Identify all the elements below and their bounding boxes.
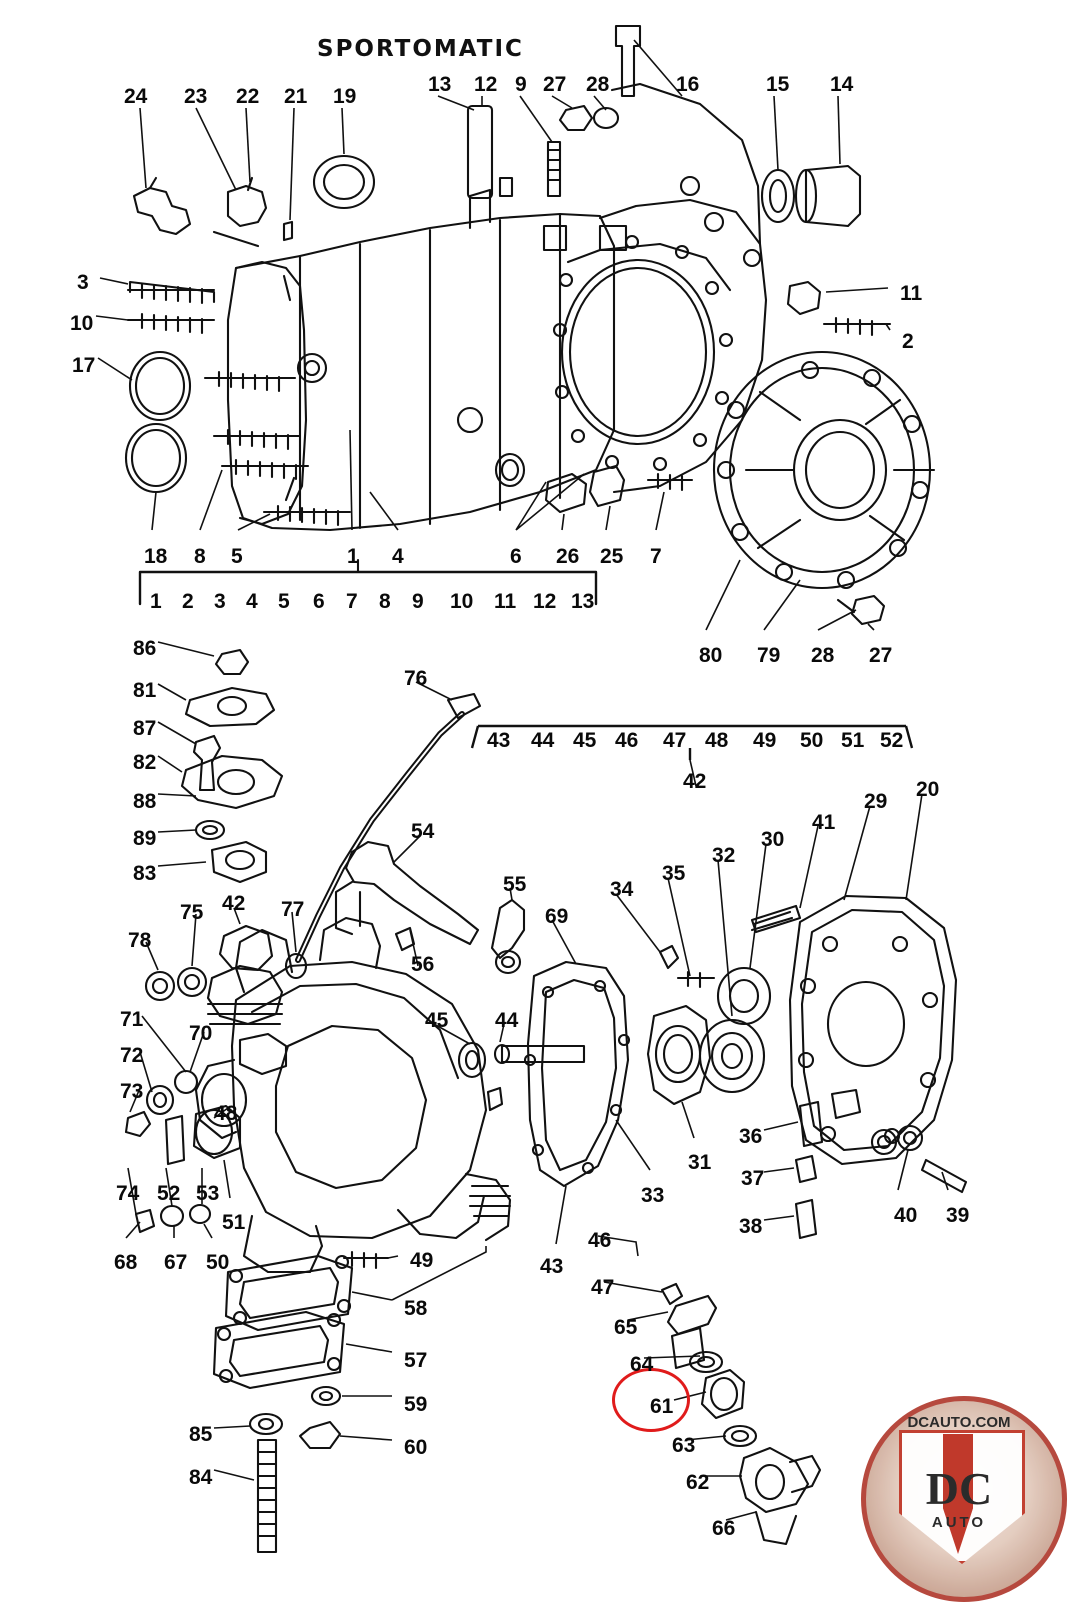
callout-42: 42 xyxy=(683,770,707,793)
callout-16: 16 xyxy=(676,73,700,96)
callout-1: 1 xyxy=(347,545,359,568)
callout-56: 56 xyxy=(411,953,435,976)
callout-40: 40 xyxy=(894,1204,918,1227)
callout-57: 57 xyxy=(404,1349,428,1372)
callout-1: 1 xyxy=(150,590,162,613)
callout-35: 35 xyxy=(662,862,686,885)
callout-36: 36 xyxy=(739,1125,763,1148)
callout-2: 2 xyxy=(182,590,194,613)
callout-89: 89 xyxy=(133,827,157,850)
logo-mark: DC xyxy=(925,1463,993,1514)
callout-30: 30 xyxy=(761,828,785,851)
callout-65: 65 xyxy=(614,1316,638,1339)
callout-27: 27 xyxy=(869,644,893,667)
callout-13: 13 xyxy=(571,590,595,613)
callout-4: 4 xyxy=(246,590,258,613)
callout-70: 70 xyxy=(189,1022,213,1045)
callout-7: 7 xyxy=(346,590,358,613)
callout-81: 81 xyxy=(133,679,157,702)
callout-24: 24 xyxy=(124,85,148,108)
callout-31: 31 xyxy=(688,1151,712,1174)
callout-8: 8 xyxy=(194,545,206,568)
callout-46: 46 xyxy=(615,729,639,752)
callout-17: 17 xyxy=(72,354,96,377)
callout-88: 88 xyxy=(133,790,157,813)
callout-22: 22 xyxy=(236,85,260,108)
callout-4: 4 xyxy=(392,545,404,568)
callout-23: 23 xyxy=(184,85,208,108)
callout-68: 68 xyxy=(114,1251,138,1274)
callout-37: 37 xyxy=(741,1167,765,1190)
callout-54: 54 xyxy=(411,820,435,843)
callout-12: 12 xyxy=(533,590,557,613)
callout-11: 11 xyxy=(494,590,517,613)
callout-85: 85 xyxy=(189,1423,213,1446)
callout-67: 67 xyxy=(164,1251,188,1274)
callout-49: 49 xyxy=(753,729,777,752)
callout-60: 60 xyxy=(404,1436,428,1459)
callout-12: 12 xyxy=(474,73,498,96)
callout-75: 75 xyxy=(180,901,204,924)
callout-51: 51 xyxy=(222,1211,246,1234)
callout-38: 38 xyxy=(739,1215,763,1238)
callout-79: 79 xyxy=(757,644,781,667)
dcauto-watermark-logo xyxy=(861,1396,1057,1592)
callout-42: 42 xyxy=(222,892,246,915)
callout-18: 18 xyxy=(144,545,168,568)
callout-26: 26 xyxy=(556,545,580,568)
callout-44: 44 xyxy=(495,1009,519,1032)
callout-21: 21 xyxy=(284,85,308,108)
callout-59: 59 xyxy=(404,1393,428,1416)
callout-15: 15 xyxy=(766,73,790,96)
callout-43: 43 xyxy=(540,1255,564,1278)
callout-5: 5 xyxy=(278,590,290,613)
callout-48: 48 xyxy=(705,729,729,752)
callout-47: 47 xyxy=(663,729,687,752)
callout-72: 72 xyxy=(120,1044,144,1067)
callout-87: 87 xyxy=(133,717,157,740)
callout-44: 44 xyxy=(531,729,555,752)
callout-10: 10 xyxy=(450,590,474,613)
logo-domain: DCAUTO.COM xyxy=(907,1414,1011,1431)
callout-63: 63 xyxy=(672,1434,696,1457)
callout-32: 32 xyxy=(712,844,736,867)
callout-13: 13 xyxy=(428,73,452,96)
callout-9: 9 xyxy=(515,73,527,96)
callout-47: 47 xyxy=(591,1276,615,1299)
callout-5: 5 xyxy=(231,545,243,568)
callout-3: 3 xyxy=(214,590,226,613)
callout-9: 9 xyxy=(412,590,424,613)
callout-20: 20 xyxy=(916,778,940,801)
callout-73: 73 xyxy=(120,1080,144,1103)
callout-50: 50 xyxy=(206,1251,230,1274)
callout-33: 33 xyxy=(641,1184,665,1207)
callout-14: 14 xyxy=(830,73,854,96)
callout-52: 52 xyxy=(157,1182,181,1205)
logo-sub: AUTO xyxy=(931,1514,987,1531)
callout-51: 51 xyxy=(841,729,865,752)
callout-62: 62 xyxy=(686,1471,710,1494)
callout-28: 28 xyxy=(586,73,610,96)
callout-78: 78 xyxy=(128,929,152,952)
callout-84: 84 xyxy=(189,1466,213,1489)
callout-61: 61 xyxy=(650,1395,674,1418)
callout-77: 77 xyxy=(281,898,305,921)
callout-28: 28 xyxy=(811,644,835,667)
callout-45: 45 xyxy=(573,729,597,752)
callout-3: 3 xyxy=(77,271,89,294)
callout-7: 7 xyxy=(650,545,662,568)
callout-66: 66 xyxy=(712,1517,736,1540)
callout-29: 29 xyxy=(864,790,888,813)
callout-58: 58 xyxy=(404,1297,428,1320)
callout-11: 11 xyxy=(900,282,923,305)
callout-41: 41 xyxy=(812,811,836,834)
callout-6: 6 xyxy=(313,590,325,613)
callout-53: 53 xyxy=(196,1182,220,1205)
callout-10: 10 xyxy=(70,312,94,335)
callout-52: 52 xyxy=(880,729,904,752)
callout-50: 50 xyxy=(800,729,824,752)
callout-6: 6 xyxy=(510,545,522,568)
page-title: SPORTOMATIC xyxy=(317,36,524,62)
callout-80: 80 xyxy=(699,644,723,667)
callout-45: 45 xyxy=(425,1009,449,1032)
callout-74: 74 xyxy=(116,1182,140,1205)
callout-76: 76 xyxy=(404,667,428,690)
callout-71: 71 xyxy=(120,1008,144,1031)
callout-82: 82 xyxy=(133,751,157,774)
callout-83: 83 xyxy=(133,862,157,885)
callout-2: 2 xyxy=(902,330,914,353)
callout-39: 39 xyxy=(946,1204,970,1227)
callout-69: 69 xyxy=(545,905,569,928)
callout-43: 43 xyxy=(487,729,511,752)
callout-48: 48 xyxy=(214,1102,238,1125)
callout-86: 86 xyxy=(133,637,157,660)
callout-34: 34 xyxy=(610,878,634,901)
callout-55: 55 xyxy=(503,873,527,896)
callout-49: 49 xyxy=(410,1249,434,1272)
callout-46: 46 xyxy=(588,1229,612,1252)
callout-25: 25 xyxy=(600,545,624,568)
callout-19: 19 xyxy=(333,85,357,108)
callout-64: 64 xyxy=(630,1353,654,1376)
callout-8: 8 xyxy=(379,590,391,613)
callout-27: 27 xyxy=(543,73,567,96)
